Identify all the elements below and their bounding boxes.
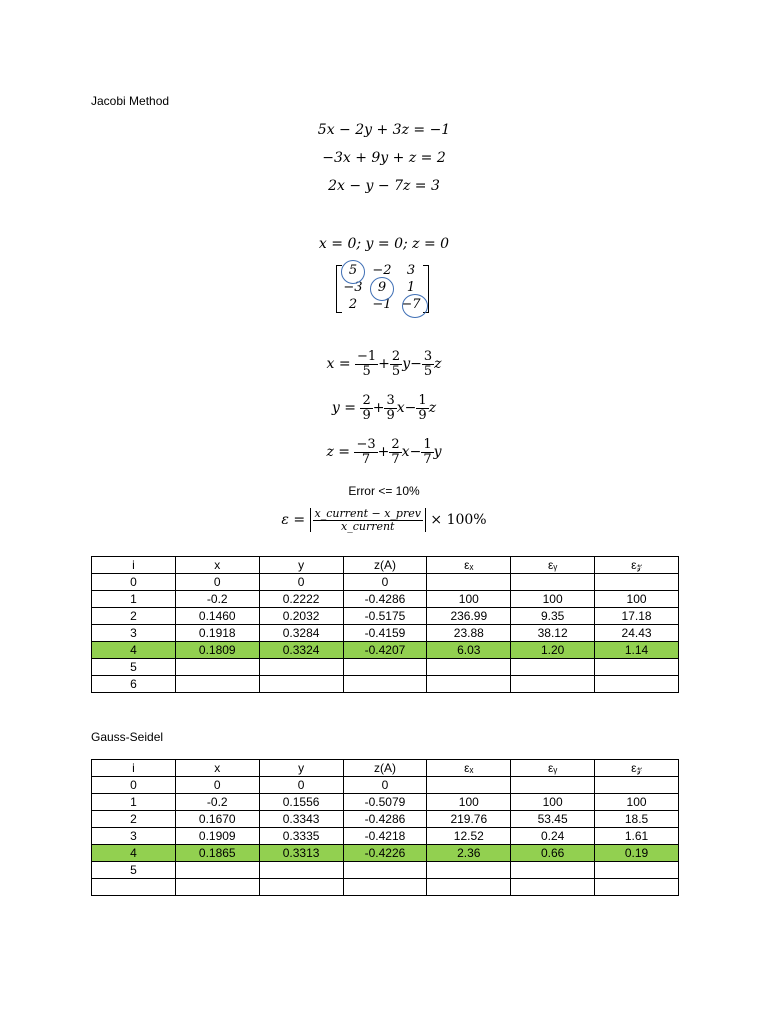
table-cell [511,879,595,896]
table-cell: 23.88 [427,625,511,642]
frac-den: 9 [362,407,371,423]
initial-values: x = 0; y = 0; z = 0 [318,236,450,252]
table-row [92,608,679,625]
table-cell [595,676,679,693]
table-cell: 3 [92,828,176,845]
table-cell: 100 [595,794,679,811]
table-cell [427,879,511,896]
table-cell [511,659,595,676]
variable: x [401,444,410,461]
table-cell [259,659,343,676]
fraction [360,394,372,422]
table-row [92,625,679,642]
frac-den: 5 [362,363,371,379]
iteration-formula-y [0,394,768,422]
table-cell: 18.5 [595,811,679,828]
diagonal-circle [370,277,394,301]
table-cell [595,862,679,879]
table-cell: 17.18 [595,608,679,625]
fraction [416,394,428,422]
table-cell: -0.4207 [343,642,427,659]
table-row [92,642,679,659]
table-cell: -0.4286 [343,591,427,608]
table-cell: 2.36 [427,845,511,862]
frac-num: 2 [391,437,400,452]
table-cell: 100 [511,794,595,811]
table-cell: 0.3284 [259,625,343,642]
table-header-cell: εₓ [427,760,511,777]
fraction [384,394,396,422]
frac-num: −1 [357,349,377,364]
fraction [313,508,423,532]
matrix-cell: −2 [372,263,392,278]
table-header-cell: z(A) [343,557,427,574]
table-cell: 5 [92,659,176,676]
error-threshold: Error <= 10% [348,484,420,498]
table-cell: 0 [92,574,176,591]
operator: − [410,356,422,373]
table-header-cell: εᵧ [511,557,595,574]
table-header-row [92,557,679,574]
matrix-cell: 9 [377,280,387,295]
table-cell: 1.14 [595,642,679,659]
table-cell: 100 [595,591,679,608]
frac-num: 2 [391,349,401,364]
table-cell: 0 [343,574,427,591]
table-header-cell: ε𝓏 [595,557,679,574]
table-cell [595,574,679,591]
table-cell: 2 [92,811,176,828]
table-row [92,591,679,608]
table-cell: 1.61 [595,828,679,845]
iteration-formula-z [0,438,768,466]
table-cell [259,676,343,693]
frac-den: x_current [341,519,395,533]
table-cell: 12.52 [427,828,511,845]
table-cell [511,862,595,879]
operator: − [409,444,422,461]
formula-lhs: y = [331,400,357,417]
table-cell: 0 [175,574,259,591]
table-cell: 2 [92,608,176,625]
jacobi-heading: Jacobi Method [91,94,170,108]
gauss-seidel-heading: Gauss-Seidel [91,730,164,744]
table-header-cell: i [92,760,176,777]
frac-num: 1 [418,393,427,408]
table-row [92,862,679,879]
diagonal-circle [402,294,428,318]
variable: y [433,444,442,461]
variable: x [396,400,405,417]
operator: + [377,444,390,461]
matrix-cell: 3 [406,263,416,278]
table-row [92,777,679,794]
table-cell: 1 [92,591,176,608]
table-cell: 0.2032 [259,608,343,625]
frac-num: −3 [356,437,376,452]
table-header-cell: εₓ [427,557,511,574]
table-cell [511,676,595,693]
table-cell: 0.2222 [259,591,343,608]
table-cell: -0.4286 [343,811,427,828]
table-cell [427,574,511,591]
table-cell: 1 [92,794,176,811]
table-cell [511,574,595,591]
table-cell: -0.4218 [343,828,427,845]
frac-num: 2 [362,393,371,408]
table-cell: -0.2 [175,591,259,608]
coefficient-matrix [335,262,430,316]
formula-lhs: ε = [281,512,306,529]
frac-den: 5 [423,363,433,379]
table-cell: 0.1670 [175,811,259,828]
table-cell: 100 [427,794,511,811]
fraction [390,350,402,378]
frac-den: 7 [391,451,400,467]
table-row [92,676,679,693]
table-header-cell: x [175,760,259,777]
fraction [421,438,433,466]
table-header-row [92,760,679,777]
frac-num: 3 [423,349,433,364]
operator: + [372,400,385,417]
fraction [422,350,434,378]
table-cell: -0.5079 [343,794,427,811]
table-cell: 53.45 [511,811,595,828]
table-cell: 0.1460 [175,608,259,625]
fraction [354,438,377,466]
table-cell [343,676,427,693]
table-cell: 0 [259,574,343,591]
formula-lhs: z = [326,444,351,461]
formula-lhs: x = [326,356,351,373]
table-cell: 0 [175,777,259,794]
frac-den: 5 [391,363,401,379]
formula-tail: × 100% [430,512,487,529]
table-cell: 0.3343 [259,811,343,828]
matrix-cell: −7 [401,297,421,312]
table-header-cell: y [259,557,343,574]
table-cell [511,777,595,794]
table-cell: 0.1865 [175,845,259,862]
table-cell [427,862,511,879]
table-cell [259,862,343,879]
table-cell: 0.1809 [175,642,259,659]
table-cell: 9.35 [511,608,595,625]
table-cell [427,676,511,693]
table-row [92,574,679,591]
frac-num: 1 [423,437,432,452]
table-cell [92,879,176,896]
table-cell [595,659,679,676]
table-cell [595,879,679,896]
table-header-cell: εᵧ [511,760,595,777]
table-cell [427,777,511,794]
table-cell: 3 [92,625,176,642]
table-cell [343,862,427,879]
table-cell: 0.66 [511,845,595,862]
table-cell: 0.24 [511,828,595,845]
fraction [389,438,401,466]
table-cell: 0.3324 [259,642,343,659]
table-cell: 6.03 [427,642,511,659]
matrix-cell: −3 [343,280,363,295]
table-cell: 0.1556 [259,794,343,811]
table-cell: 24.43 [595,625,679,642]
matrix-cell: −1 [372,297,392,312]
table-cell [175,879,259,896]
table-cell [343,659,427,676]
frac-den: 9 [418,407,427,423]
table-cell [343,879,427,896]
table-row [92,794,679,811]
variable: y [402,356,411,373]
equation-1: 5x − 2y + 3z = −1 [317,122,451,138]
table-cell: 100 [427,591,511,608]
table-cell [175,676,259,693]
table-row [92,828,679,845]
fraction [355,350,378,378]
frac-den: 7 [423,451,432,467]
table-header-cell: x [175,557,259,574]
table-row [92,659,679,676]
table-cell: 0.19 [595,845,679,862]
matrix-cell: 5 [348,263,358,278]
table-cell [595,777,679,794]
variable: z [434,356,442,373]
variable: z [428,400,437,417]
table-header-cell: z(A) [343,760,427,777]
table-cell: 0.3313 [259,845,343,862]
equation-3: 2x − y − 7z = 3 [328,178,440,194]
table-cell: 219.76 [427,811,511,828]
table-cell: 38.12 [511,625,595,642]
table-cell: 0.1918 [175,625,259,642]
jacobi-table [91,556,679,693]
table-row [92,879,679,896]
table-cell: 6 [92,676,176,693]
table-cell: 5 [92,862,176,879]
frac-num: x_current − x_prev [314,507,421,520]
table-row [92,845,679,862]
relative-error-formula [0,508,768,532]
table-cell [259,879,343,896]
absolute-value [310,508,426,532]
table-cell [427,659,511,676]
table-cell [175,659,259,676]
diagonal-circle [341,260,365,284]
table-cell: 0 [343,777,427,794]
gauss-seidel-table [91,759,679,896]
frac-den: 7 [361,451,371,467]
table-cell: 0 [92,777,176,794]
table-cell: 0.3335 [259,828,343,845]
table-cell: 4 [92,642,176,659]
table-cell: -0.2 [175,794,259,811]
table-header-cell: i [92,557,176,574]
operator: − [404,400,417,417]
table-cell: 4 [92,845,176,862]
table-cell: 0.1909 [175,828,259,845]
frac-den: 9 [386,407,395,423]
table-header-cell: y [259,760,343,777]
table-header-cell: ε𝓏 [595,760,679,777]
equation-2: −3x + 9y + z = 2 [322,150,446,166]
table-cell: 0 [259,777,343,794]
frac-num: 3 [386,393,395,408]
table-cell: 100 [511,591,595,608]
matrix-cell: 1 [406,280,416,295]
table-cell: -0.4226 [343,845,427,862]
table-cell: -0.5175 [343,608,427,625]
matrix-cell: 2 [348,297,358,312]
operator: + [378,356,390,373]
table-cell: -0.4159 [343,625,427,642]
table-cell: 236.99 [427,608,511,625]
table-row [92,811,679,828]
table-cell [175,862,259,879]
table-cell: 1.20 [511,642,595,659]
iteration-formula-x [0,350,768,378]
